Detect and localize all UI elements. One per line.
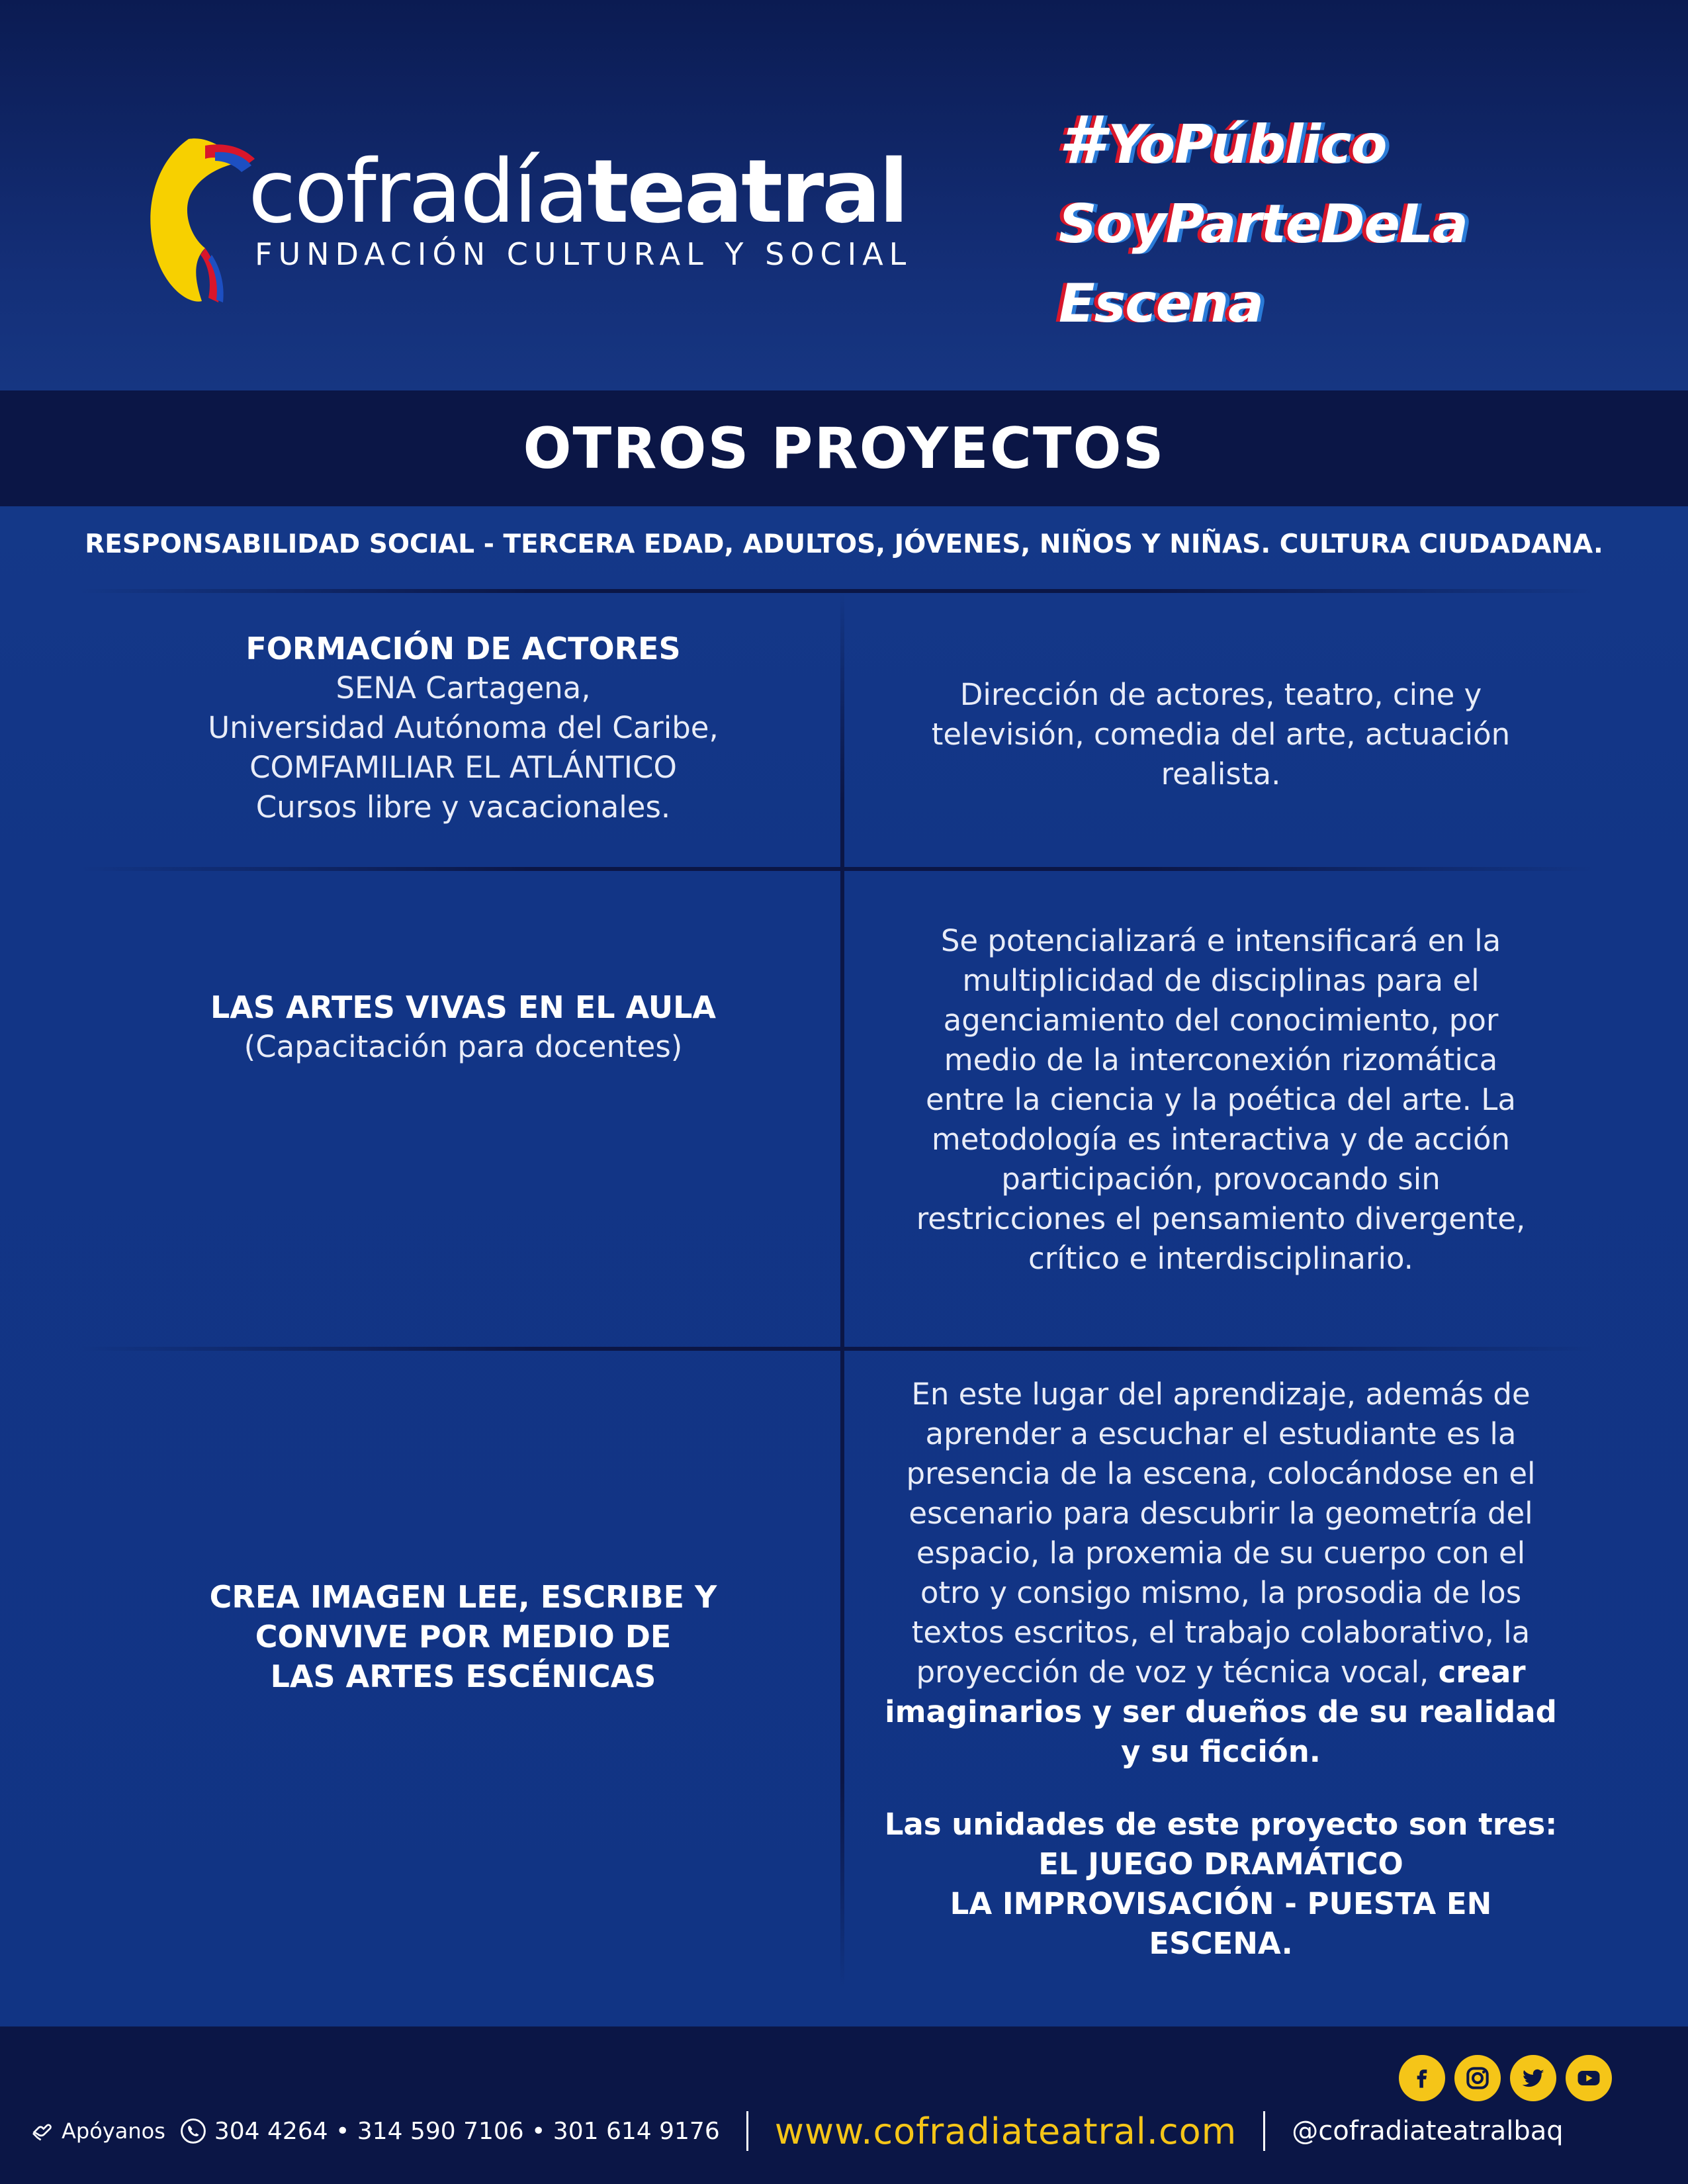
- row-2-left: [132, 987, 794, 1067]
- row-3-units-line: EL JUEGO DRAMÁTICO: [1038, 1846, 1403, 1882]
- row-3-units-line: Las unidades de este proyecto son tres:: [884, 1807, 1558, 1842]
- row-3-desc-line: espacio, la proxemia de su cuerpo con el: [916, 1535, 1526, 1570]
- hashtag-symbol: #: [1059, 101, 1104, 179]
- brand-tagline: FUNDACIÓN CULTURAL Y SOCIAL: [255, 236, 912, 272]
- logo: [142, 129, 912, 308]
- facebook-icon[interactable]: [1399, 2055, 1445, 2101]
- row-1-line: SENA Cartagena,: [335, 670, 591, 705]
- column-divider: [840, 592, 844, 1989]
- row-1-line: Universidad Autónoma del Caribe,: [208, 710, 719, 745]
- footer-separator: [746, 2111, 748, 2151]
- instagram-icon[interactable]: [1454, 2055, 1501, 2101]
- row-2-line: (Capacitación para docentes): [244, 1029, 683, 1064]
- hashtag-line-3: Escena: [1059, 273, 1263, 334]
- row-3-desc-line: aprender a escuchar el estudiante es la: [925, 1416, 1517, 1451]
- row-3-left: [132, 1577, 794, 1696]
- row-3-title-line: CONVIVE POR MEDIO DE: [255, 1619, 672, 1655]
- brand-name: [248, 142, 907, 242]
- row-3-desc-bold-line: y su ficción.: [1121, 1734, 1321, 1769]
- row-1-left: [132, 629, 794, 827]
- support-label: Apóyanos: [62, 2118, 165, 2144]
- row-2-title: LAS ARTES VIVAS EN EL AULA: [210, 989, 717, 1025]
- contact-bar: [30, 2111, 1564, 2151]
- row-3-desc-line: otro y consigo mismo, la prosodia de los: [920, 1575, 1522, 1610]
- row-2-right: [854, 921, 1588, 1279]
- row-3-units-line: ESCENA.: [1149, 1926, 1293, 1961]
- row-1-desc-line: Dirección de actores, teatro, cine y: [959, 677, 1482, 712]
- divider-row-1: [79, 867, 1595, 871]
- footer: [0, 2026, 1688, 2184]
- twitter-icon[interactable]: [1510, 2055, 1556, 2101]
- brand-light: cofradía: [248, 141, 588, 243]
- row-3-desc-line: presencia de la escena, colocándose en el: [906, 1456, 1536, 1491]
- row-1-desc-line: realista.: [1161, 756, 1281, 792]
- row-3-desc-line: En este lugar del aprendizaje, además de: [911, 1377, 1531, 1412]
- row-1-right: [867, 675, 1575, 794]
- footer-separator: [1263, 2111, 1265, 2151]
- phones-text: 304 4264 • 314 590 7106 • 301 614 9176: [214, 2117, 720, 2145]
- row-1-title: FORMACIÓN DE ACTORES: [245, 631, 681, 666]
- row-3-desc-line-mixed: proyección de voz y técnica vocal, crear: [916, 1655, 1526, 1690]
- hashtag-line-1: #YoPúblico: [1059, 101, 1387, 179]
- title-band: [0, 390, 1688, 506]
- butterfly-logo-icon: [142, 129, 261, 308]
- hand-heart-icon: [30, 2118, 56, 2144]
- brand-bold: teatral: [587, 141, 907, 243]
- social-icons: [1399, 2055, 1612, 2101]
- social-handle[interactable]: @cofradiateatralbaq: [1292, 2116, 1564, 2146]
- row-1-line: Cursos libre y vacacionales.: [255, 790, 671, 825]
- row-1-line: COMFAMILIAR EL ATLÁNTICO: [249, 750, 677, 785]
- row-3-title-line: CREA IMAGEN LEE, ESCRIBE Y: [209, 1579, 717, 1615]
- row-3-title-line: LAS ARTES ESCÉNICAS: [270, 1659, 656, 1694]
- divider-top: [79, 589, 1595, 593]
- header: [0, 0, 1688, 390]
- youtube-icon[interactable]: [1566, 2055, 1612, 2101]
- page-title: OTROS PROYECTOS: [523, 415, 1165, 482]
- row-1-desc-line: televisión, comedia del arte, actuación: [931, 717, 1511, 752]
- divider-row-2: [79, 1347, 1595, 1351]
- support-link[interactable]: [30, 2118, 165, 2144]
- phone-icon: [179, 2116, 208, 2146]
- row-2-desc-line: restricciones el pensamiento divergente,: [916, 1201, 1526, 1236]
- hashtag-line-2: SoyParteDeLa: [1059, 193, 1468, 255]
- row-2-desc-line: metodología es interactiva y de acción: [931, 1122, 1511, 1157]
- hashtag-slogan: [1059, 101, 1588, 343]
- row-2-desc-line: agenciamiento del conocimiento, por: [943, 1003, 1499, 1038]
- row-2-desc-line: Se potencializará e intensificará en la: [940, 923, 1501, 958]
- row-3-right: [854, 1375, 1588, 1964]
- phone-numbers[interactable]: [179, 2116, 720, 2146]
- row-2-desc-line: crítico e interdisciplinario.: [1028, 1241, 1413, 1276]
- row-2-desc-line: participación, provocando sin: [1001, 1161, 1441, 1197]
- subtitle: RESPONSABILIDAD SOCIAL - TERCERA EDAD, ADULTOS, JÓVENES, NIÑOS Y NIÑAS. CULTURA CIUDADANA.: [85, 529, 1603, 559]
- row-2-desc-line: multiplicidad de disciplinas para el: [962, 963, 1480, 998]
- row-3-desc-line: escenario para descubrir la geometría del: [909, 1496, 1533, 1531]
- row-3-units-line: LA IMPROVISACIÓN - PUESTA EN: [950, 1886, 1492, 1921]
- row-2-desc-line: entre la ciencia y la poética del arte. La: [926, 1082, 1516, 1117]
- row-3-spacer: [854, 1772, 1588, 1805]
- row-3-desc-bold-line: imaginarios y ser dueños de su realidad: [885, 1694, 1557, 1729]
- website-link[interactable]: www.cofradiateatral.com: [774, 2110, 1237, 2152]
- row-2-desc-line: medio de la interconexión rizomática: [944, 1042, 1498, 1077]
- row-3-desc-line: textos escritos, el trabajo colaborativo, la: [911, 1615, 1531, 1650]
